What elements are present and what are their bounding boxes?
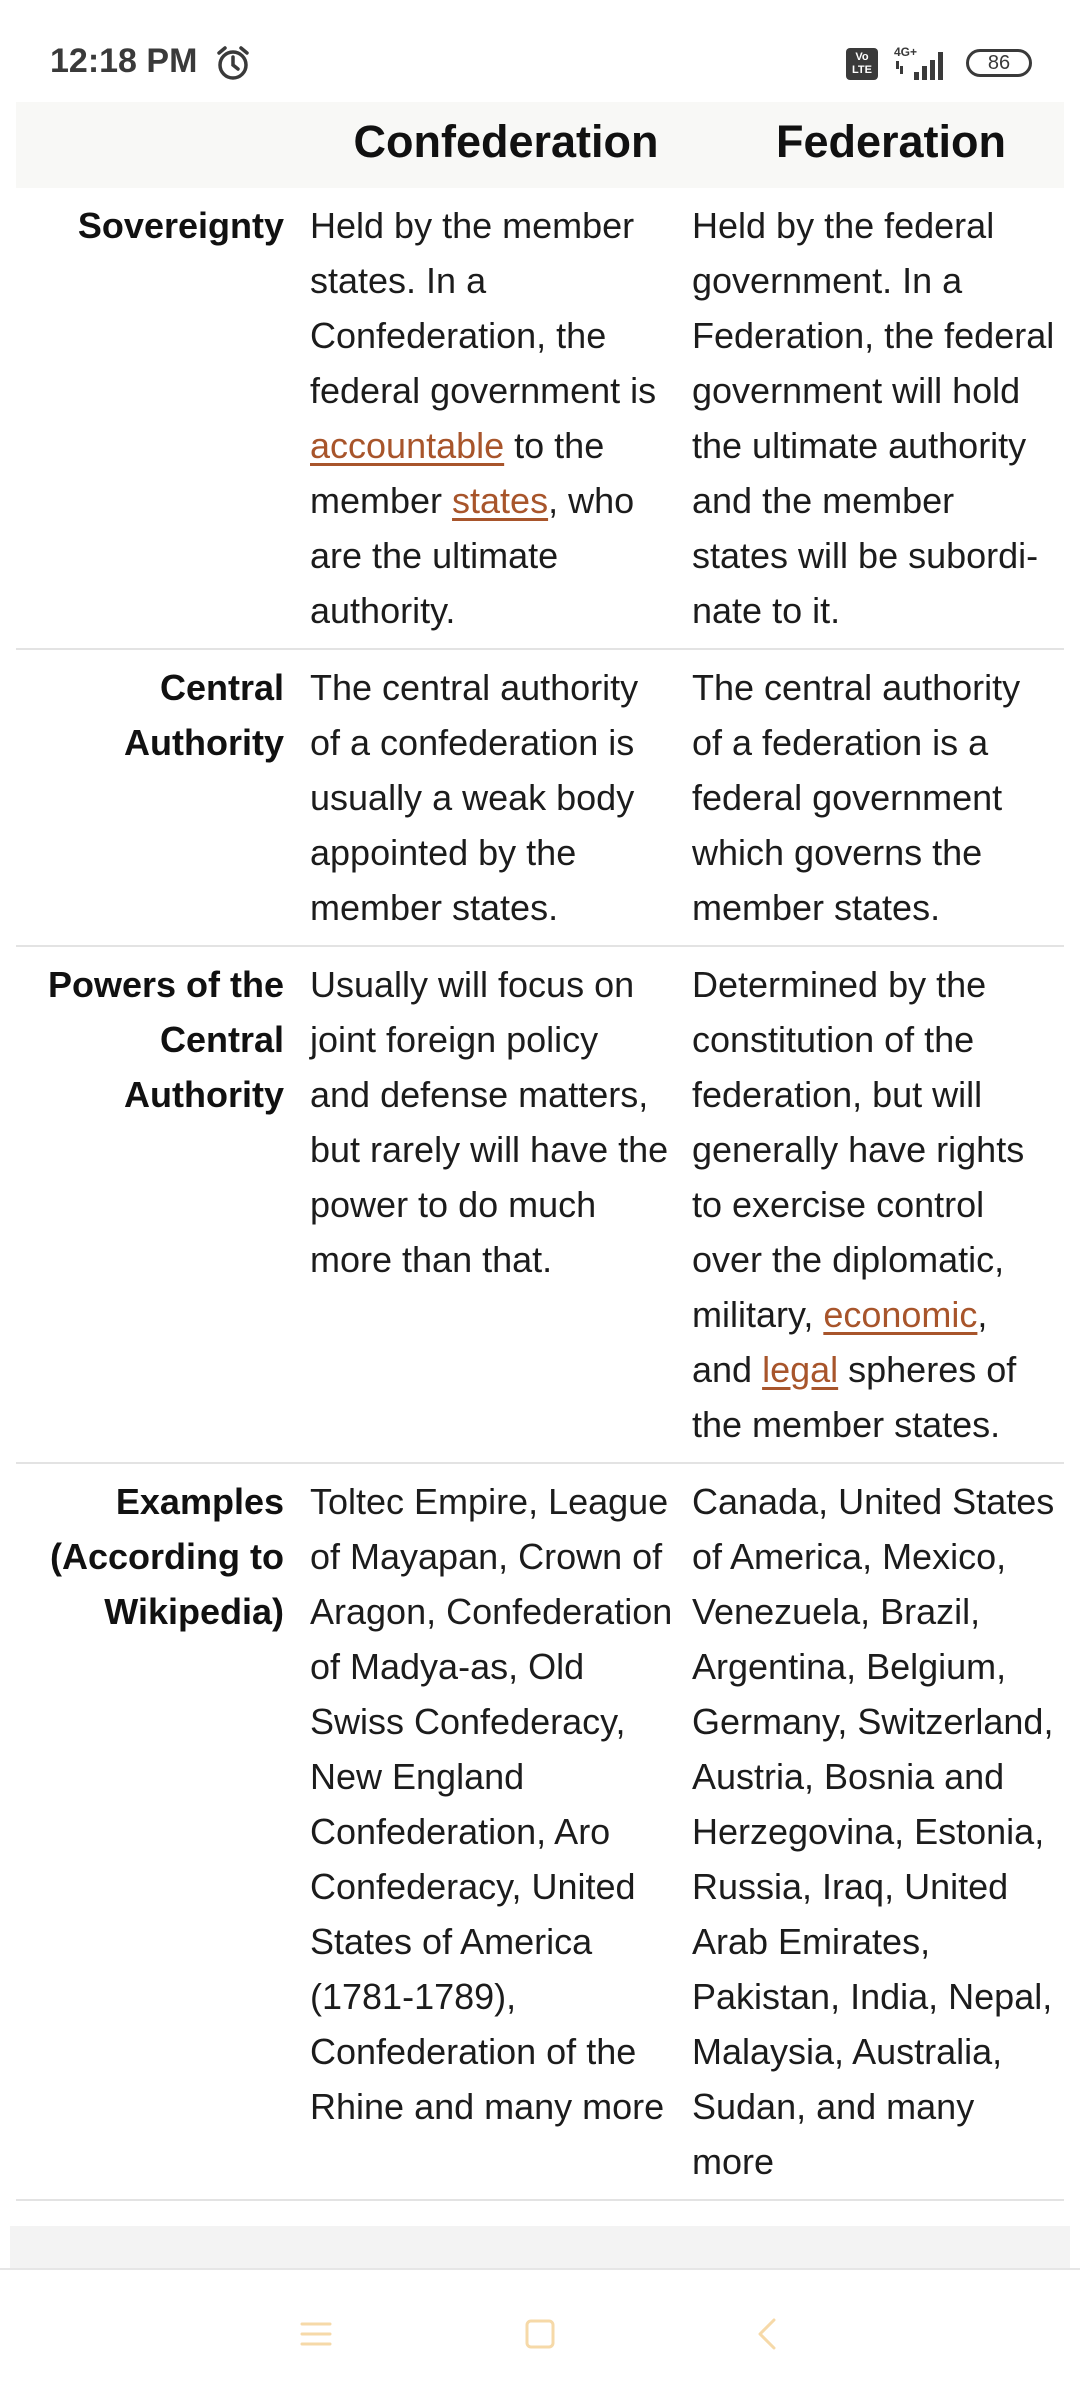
link-legal[interactable]: legal <box>762 1349 839 1390</box>
cell-federation <box>692 1474 1066 2189</box>
cell-line: Rhine and many more <box>310 2086 665 2127</box>
cell-line: Malaysia, Australia, <box>692 2031 1003 2072</box>
cell-line: Federation, the federal <box>692 315 1055 356</box>
cell-federation <box>692 198 1066 638</box>
cell-line: usually a weak body <box>310 777 635 818</box>
table-header <box>16 102 1064 188</box>
cell-line: are the ultimate <box>310 535 559 576</box>
cell-line: more than that. <box>310 1239 553 1280</box>
row-label <box>16 957 284 1122</box>
cell-line: the ultimate authority <box>692 425 1027 466</box>
row-label-line: Authority <box>124 1074 284 1115</box>
cell-line: Austria, Bosnia and <box>692 1756 1005 1797</box>
volte-badge: Vo LTE <box>846 48 878 80</box>
cell-line: Germany, Switzerland, <box>692 1701 1054 1742</box>
cell-line: Arab Emirates, <box>692 1921 931 1962</box>
cell-line: Sudan, and many <box>692 2086 975 2127</box>
cell-line <box>310 418 682 473</box>
row-label <box>16 198 284 253</box>
cell-line: Usually will focus on <box>310 964 635 1005</box>
cell-line: constitution of the <box>692 1019 975 1060</box>
cell-line: joint foreign policy <box>310 1019 599 1060</box>
cell-line: Held by the federal <box>692 205 995 246</box>
cell-line: federation, but will <box>692 1074 983 1115</box>
cell-line: Russia, Iraq, United <box>692 1866 1009 1907</box>
link-economic[interactable]: economic <box>823 1294 978 1335</box>
cell-line <box>310 473 682 528</box>
cell-line: Confederation of the <box>310 2031 637 2072</box>
cell-line: of a confederation is <box>310 722 635 763</box>
text-segment: , who <box>548 480 635 521</box>
back-chevron-icon[interactable] <box>748 2314 788 2354</box>
cell-line: government. In a <box>692 260 963 301</box>
text-segment: and <box>692 1349 763 1390</box>
cell-line: and defense matters, <box>310 1074 649 1115</box>
cell-confederation <box>310 1474 682 2134</box>
cell-line: which governs the <box>692 832 983 873</box>
table-body <box>16 188 1064 2201</box>
cell-line: Canada, United States <box>692 1481 1055 1522</box>
cell-line: Swiss Confederacy, <box>310 1701 626 1742</box>
cell-line: Determined by the <box>692 964 987 1005</box>
cell-line: states will be subordi- <box>692 535 1039 576</box>
cell-line: but rarely will have the <box>310 1129 669 1170</box>
cell-line: Argentina, Belgium, <box>692 1646 1007 1687</box>
text-segment: , <box>977 1294 988 1335</box>
cell-line: generally have rights <box>692 1129 1025 1170</box>
cell-line: more <box>692 2141 775 2182</box>
cell-line: Pakistan, India, Nepal, <box>692 1976 1053 2017</box>
header-confederation: Confederation <box>353 116 659 167</box>
page-bottom-strip <box>10 2226 1070 2270</box>
cell-line: federal government <box>692 777 1003 818</box>
cell-line: and the member <box>692 480 955 521</box>
status-bar <box>0 0 1080 100</box>
cell-line: states. In a <box>310 260 487 301</box>
cell-line: appointed by the <box>310 832 577 873</box>
cell-federation <box>692 957 1066 1452</box>
cell-line: over the diplomatic, <box>692 1239 1005 1280</box>
cell-line <box>692 1287 1066 1342</box>
comparison-table <box>16 102 1064 2201</box>
cell-line: government will hold <box>692 370 1021 411</box>
menu-icon[interactable] <box>296 2314 336 2354</box>
row-label-line: Wikipedia) <box>104 1591 284 1632</box>
header-federation: Federation <box>775 116 1007 167</box>
cell-line: Held by the member <box>310 205 635 246</box>
link-states[interactable]: states <box>452 480 549 521</box>
cell-line: The central authority <box>310 667 639 708</box>
cell-line: Aragon, Confederation <box>310 1591 673 1632</box>
status-time: 12:18 PM <box>50 42 198 80</box>
cell-line: Herzegovina, Estonia, <box>692 1811 1045 1852</box>
cell-line: The central authority <box>692 667 1021 708</box>
table-row <box>16 188 1064 650</box>
cell-line: of a federation is a <box>692 722 989 763</box>
cell-line: Toltec Empire, League <box>310 1481 669 1522</box>
cell-line: federal government is <box>310 370 657 411</box>
row-label-line: Authority <box>124 722 284 763</box>
text-segment: spheres of <box>838 1349 1017 1390</box>
battery-indicator: 86 <box>966 49 1032 77</box>
cell-line: of America, Mexico, <box>692 1536 1007 1577</box>
home-square-icon[interactable] <box>520 2314 560 2354</box>
cell-line: States of America <box>310 1921 593 1962</box>
text-segment: military, <box>692 1294 824 1335</box>
row-label-line: Examples <box>115 1481 284 1522</box>
cell-line: Venezuela, Brazil, <box>692 1591 981 1632</box>
table-row <box>16 650 1064 947</box>
table-row <box>16 947 1064 1464</box>
table-row <box>16 1464 1064 2201</box>
cell-line: the member states. <box>692 1404 1001 1445</box>
cell-confederation <box>310 198 682 638</box>
cell-line: Confederation, the <box>310 315 607 356</box>
cell-line: of Mayapan, Crown of <box>310 1536 663 1577</box>
row-label-line: (According to <box>50 1536 284 1577</box>
cell-line: New England <box>310 1756 525 1797</box>
row-label-line: Central <box>159 1019 284 1060</box>
cell-line: Confederacy, United <box>310 1866 636 1907</box>
network-type-label: 4G+ <box>894 45 918 59</box>
cell-line: member states. <box>310 887 559 928</box>
row-label-line: Sovereignty <box>77 205 284 246</box>
row-label-line: Powers of the <box>47 964 284 1005</box>
cell-line <box>692 1342 1066 1397</box>
signal-icon <box>892 44 952 82</box>
cell-line: of Madya-as, Old <box>310 1646 585 1687</box>
text-segment: to the <box>504 425 605 466</box>
cell-line: (1781-1789), <box>310 1976 517 2017</box>
link-accountable[interactable]: accountable <box>310 425 505 466</box>
cell-line: power to do much <box>310 1184 597 1225</box>
row-label <box>16 1474 284 1639</box>
cell-line: member states. <box>692 887 941 928</box>
cell-line: Confederation, Aro <box>310 1811 611 1852</box>
navigation-bar <box>0 2268 1080 2402</box>
cell-line: authority. <box>310 590 456 631</box>
cell-line: nate to it. <box>692 590 841 631</box>
alarm-icon <box>214 44 252 82</box>
cell-confederation <box>310 660 682 935</box>
text-segment: member <box>310 480 453 521</box>
row-label <box>16 660 284 770</box>
cell-line: to exercise control <box>692 1184 985 1225</box>
cell-federation <box>692 660 1066 935</box>
row-label-line: Central <box>159 667 284 708</box>
cell-confederation <box>310 957 682 1287</box>
